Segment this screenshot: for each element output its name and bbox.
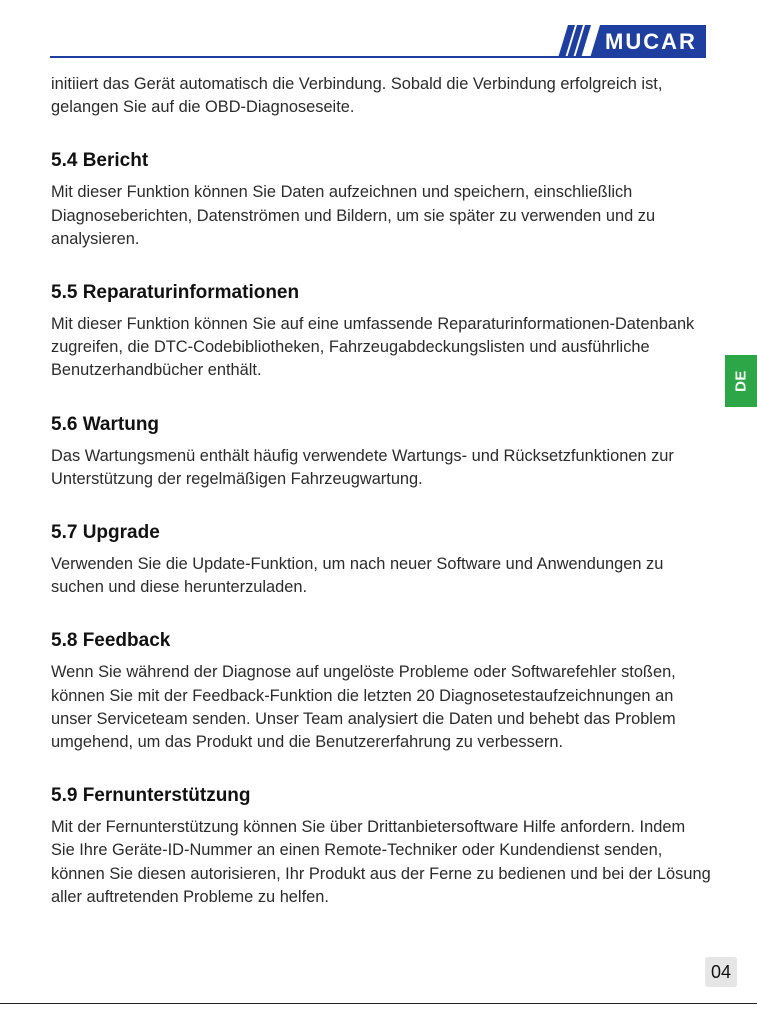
section-body: Das Wartungsmenü enthält häufig verwendete Wartungs- und Rücksetzfunktionen zur Unterstützung der regelmäßigen Fahrzeugwartung. (51, 446, 674, 488)
brand-logo (546, 25, 706, 58)
section-title: 5.5 Reparaturinformationen (51, 282, 300, 304)
section-body: Wenn Sie während der Diagnose auf ungelöste Probleme oder Softwarefehler stoßen, können Sie mit der Feedback-Funktion die letzten 20 Diagnosetestaufzeichnungen an unser Serviceteam senden. Unser Team analysiert die Daten und behebt das Problem umgehend, um das Produkt und die Benutzererfahrung zu verbessern. (51, 663, 676, 752)
section-title: 5.6 Wartung (51, 413, 160, 435)
section-title: 5.8 Feedback (51, 630, 171, 652)
footer-rule (0, 1003, 757, 1004)
section-maintenance (51, 413, 711, 491)
language-tab (725, 355, 757, 407)
section-title: 5.7 Upgrade (51, 522, 160, 544)
section-feedback (51, 629, 711, 754)
page-content (51, 73, 711, 909)
section-body: Mit dieser Funktion können Sie auf eine umfassende Reparaturinformationen-Datenbank zugreifen, die DTC-Codebibliotheken, Fahrzeugabdeckungslisten und ausführliche Benutzerhandbücher enthält. (51, 315, 695, 380)
section-report (51, 149, 711, 251)
section-body: Mit dieser Funktion können Sie Daten aufzeichnen und speichern, einschließlich Diagnoseberichten, Datenströmen und Bildern, um sie später zu verwenden und zu analysieren. (51, 183, 656, 248)
brand-wordmark: MUCAR (605, 29, 697, 54)
section-upgrade (51, 521, 711, 599)
section-repair-info (51, 281, 711, 383)
intro-paragraph: initiiert das Gerät automatisch die Verbindung. Sobald die Verbindung erfolgreich ist, gelangen Sie auf die OBD-Diagnoseseite. (51, 75, 663, 117)
section-title: 5.9 Fernunterstützung (51, 785, 251, 807)
page-number: 04 (705, 957, 737, 987)
section-body: Mit der Fernunterstützung können Sie über Drittanbietersoftware Hilfe anfordern. Indem Sie Ihre Geräte-ID-Nummer an einen Remote-Techniker oder Kundendienst senden, können Sie diesen autorisieren, Ihr Produkt aus der Ferne zu bedienen und bei der Lösung aller auftretenden Probleme zu helfen. (51, 818, 711, 906)
language-tab-label: DE (732, 370, 750, 392)
section-body: Verwenden Sie die Update-Funktion, um nach neuer Software und Anwendungen zu suchen und diese herunterzuladen. (51, 555, 664, 597)
section-title: 5.4 Bericht (51, 150, 149, 172)
section-remote-support (51, 784, 711, 909)
